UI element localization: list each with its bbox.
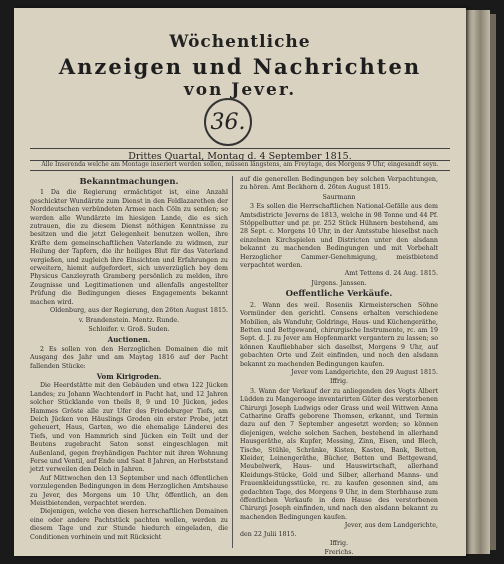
subscription-note: Alle Inserenda welche am Montage inseriert werden sollen, müssen längstens, am Freytage, des Morgens 9 Uhr, eingesandt seyn. xyxy=(41,161,439,168)
sale-3-date: den 22 Julii 1815. xyxy=(240,530,297,538)
section-heading-announcements: Bekanntmachungen. xyxy=(79,177,179,187)
auction-2-body: Die Heerdstätte mit den Gebäuden und etwa 122 Jücken Landes; zu Johann Wachtendorf in Pacht hat, und 12 Jahren solcher Stücklande von theils 8, 9 und 10 Jücken, jedes Hammes Gröste alle zur Ufer des Friedeburger Tiefs, am Deich Jücken von Häuslings Groden ein erster Probe, jetzt geheuert, Haus, Garten, wo die ehemalige Länderei des Tiefs, und von Hammrich sind Jücken ein Teilt und der Beutens zugebracht Saton sonst eingeschlagen mit Außenland, gegen freyhändigen Pachter mit ihren Wohnung Ferse und Ventil, auf Ende und Saat 8 Jahren, an Herbststand jetzt verweilen den Deich in Jahren. xyxy=(30,382,228,474)
dateline: Drittes Quartal, Montag d. 4 September 1815. xyxy=(128,151,352,162)
sale-2-body: 2. Wann des weil. Roseniis Kirmeisterschen Söhne Vormünder den gerichtl. Consens erhalten verschiedene Mobilien, als Wanduhr, Goldringe, Haus- und Küchengeräthe, Betten und Bettgewand, chirurgische Instrumente, rc. am 19 Sept. d. J. zu Jever am Hopfenmarkt vergantern zu lassen; so können Kaufliebhaber sich daselbst, Morgens 9 Uhr, auf gebachten Orte und Zeit einfinden, und noch den alsdann bekannt zu machenden Bedingungen kaufen. xyxy=(240,301,438,368)
sale-3-place: Jever, aus dem Landgerichte, xyxy=(344,522,438,530)
left-column xyxy=(30,176,228,542)
page-stack-edge xyxy=(466,10,490,554)
sale-2-place: Jever vom Landgerichte, den 29 August 1815. xyxy=(291,368,438,376)
newspaper-page xyxy=(14,8,466,556)
column-divider xyxy=(232,176,233,548)
auction-3-body: 3 Es sollen die Herrschaftlichen National-Gefälle aus dem Amtsdistricte Jeverns de 1813, welche in 98 Tonne und 44 Pf. Stöppelbutter und pr. pr. 252 Stück Hühnern bestehend, am 28 Sept. c. Morgens 10 Uhr, in der Amtsstube hieselbst nach einzelnen Kirchspielen und Districten unter den alsdann bekannt zu machenden Bedingungen und mit Vorbehalt Herzoglicher Cammer-Genehmigung, meistbietend verpachtet werden. xyxy=(240,203,438,270)
section-heading-public-sales: Oeffentliche Verkäufe. xyxy=(285,289,393,300)
announcement-1-signatures: v. Brandenstein. Mentz. Runde. xyxy=(78,316,180,324)
sale-3-signature: Iffrig. xyxy=(329,540,349,548)
top-rule xyxy=(30,148,450,149)
masthead-line-1: Wöchentliche xyxy=(169,32,311,52)
auction-3-place: Amt Tettens d. 24 Aug. 1815. xyxy=(344,270,438,278)
announcement-1-signatures-2: Schloifer. v. Groß. Suden. xyxy=(88,325,170,333)
sale-3-signature-2: Frerichs. xyxy=(324,549,354,556)
auction-2-intro: 2 Es sollen von den Herzoglichen Domainen die mit Ausgang des Jahr und am Maytag 1816 auf der Pacht fallenden Stücke: xyxy=(30,345,228,370)
auction-2-invitation: Diejenigen, welche von diesen herrschaftlichen Domainen eine oder andere Pachtstück pachten wollen, werden zu diesem Tage und zur Stunde hiedurch eingeladen, die Conditionen vorhinein und mit Rücksicht xyxy=(30,508,228,541)
issue-number-badge xyxy=(204,98,252,146)
sale-2-signature: Iffrig. xyxy=(329,378,349,386)
page-stack-shadow xyxy=(490,14,496,550)
announcement-1-place: Oldenburg, aus der Regierung, den 26ten August 1815. xyxy=(50,307,228,315)
announcement-1: 1 Da die Regierung ermächtiget ist, eine Anzahl geschickter Wundärzte zum Dienst in den Feldlazarethen der Norddeutschen verbündeten Armee nach Cöln zu senden; so werden alle Wundärzte im hiesigen Lande, die es sich zutrauen, die zu diesem Dienst nöthigen Kenntnisse zu besitzen und die jetzt Gelegenheit benutzen wollen, ihre Kräfte dem gemeinschaftlichen Vaterlande zu widmen, zur Heilung der Tapfern, die ihr heiliges Blut für das Vaterland vergießen, und zugleich ihre Einsichten und Erfahrungen zu erweitern, hiemit aufgefordert, sich unverzüglich bey dem Physicus Canzleyrath Gramberg persönlich zu melden, ihre Zeugnisse und Legitimationen und allenfalls angestellter Prüfung die Bedingungen dieses Engagements bekannt machen wird. xyxy=(30,189,228,306)
auction-2-signature: Saurmann xyxy=(322,193,356,201)
header-bottom-rule xyxy=(30,170,450,171)
masthead-line-3: von Jever. xyxy=(183,80,297,100)
right-column xyxy=(240,176,438,556)
auction-2-continued: auf die generellen Bedingungen bey solchen Verpachtungen, zu hören. Amt Beckhorn d. 26ten August 1815. xyxy=(240,176,438,192)
section-heading-auctions: Auctionen. xyxy=(107,335,151,345)
issue-number: 36. xyxy=(210,109,246,135)
auction-2-subheading: Vom Kirigroden. xyxy=(96,371,162,381)
sale-3-body: 3. Wann der Verkauf der zu anliegenden des Vogts Albert Lüdden zu Mangerooge inventarirten Güter des verstorbenen Chirurgi Joseph Ludwigs oder Grass und weil Wittwen Anna Catharine Graffs geborene Thomsen, erkannt, und Termin dazu auf den 7 September angesetzt worden; so können diejenigen, welche solchen Sachen, bestehend in allerhand Hausgeräthe, als Kupfer, Messing, Zinn, Eisen, und Blech, Tische, Stühle, Schränke, Kisten, Kasten, Bank, Betten, Kleider, Leinengeräthe, Bücher, Betten und Bettgewand, Meubelwerk, Haus- und Hauswirtschaft, allerhand Kleidungs-Stücke, Gold und Silber, allerhand Manns- und Frauenkleidungsstücke, rc. zu kaufen gesonnen sind, am gedachten Tage, des Morgens 9 Uhr, in dem Sterbhause zum öffentlichen Verkaufe in dem Hause des verstorbenen Chirurgi Joseph einfinden, und nach den alsdann bekannt zu machenden Bedingungen kaufen. xyxy=(240,387,438,521)
auction-3-signatures: Jürgens. Janssen. xyxy=(311,279,367,287)
masthead-line-2: Anzeigen und Nachrichten xyxy=(58,54,422,79)
auction-2-terms: Auf Mittwochen den 13 September und nach öffentlichen vorzulegenden Bedingungen in dem Herzoglichen Amtshause zu Jever, des Morgens um 10 Uhr, öffentlich, an den Meistbietenden, verpachtet werden. xyxy=(30,474,228,508)
